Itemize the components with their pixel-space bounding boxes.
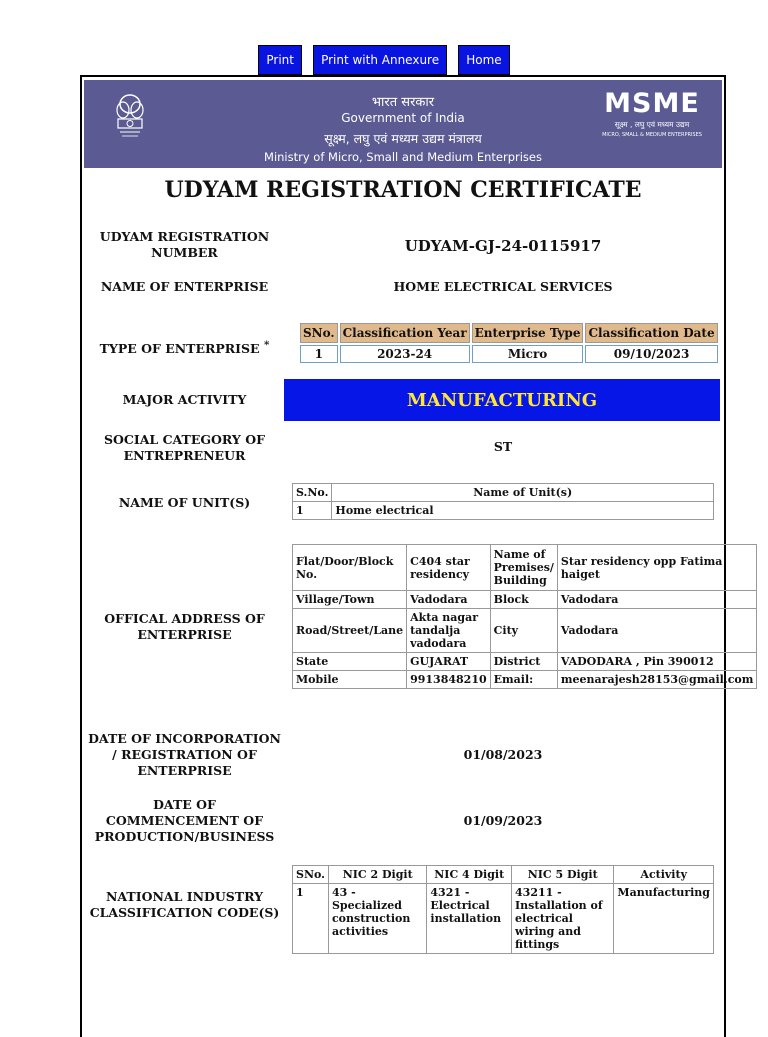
banner-hindi-ministry: सूक्ष्म, लघु एवं मध्यम उद्यम मंत्रालय	[324, 131, 482, 146]
block-value: Vadodara	[557, 591, 756, 609]
commencement-date-value: 01/09/2023	[463, 813, 543, 828]
table-cell: 1	[293, 884, 329, 954]
social-category-value: ST	[493, 439, 513, 454]
incorporation-date-label: DATE OF INCORPORATION / REGISTRATION OF ENTERPRISE	[88, 731, 281, 778]
reg-number-value: UDYAM-GJ-24-0115917	[404, 237, 602, 255]
major-activity-label: MAJOR ACTIVITY	[122, 392, 247, 407]
mobile-value: 9913848210	[407, 671, 491, 689]
state-label: State	[293, 653, 407, 671]
city-label: City	[490, 609, 557, 653]
table-row	[293, 545, 757, 591]
toolbar	[0, 45, 768, 75]
email-value: meenarajesh28153@gmail.com	[557, 671, 756, 689]
table-row	[293, 653, 757, 671]
email-label: Email:	[490, 671, 557, 689]
type-label-text: TYPE OF ENTERPRISE	[99, 341, 260, 357]
units-label: NAME OF UNIT(S)	[118, 495, 251, 510]
address-label: OFFICAL ADDRESS OF ENTERPRISE	[104, 611, 265, 642]
state-value: GUJARAT	[407, 653, 491, 671]
social-category-label: SOCIAL CATEGORY OF ENTREPRENEUR	[104, 432, 265, 463]
table-cell: 09/10/2023	[585, 345, 717, 363]
flat-label: Flat/Door/Block No.	[293, 545, 407, 591]
table-header: NIC 4 Digit	[427, 866, 512, 884]
village-value: Vadodara	[407, 591, 491, 609]
banner-ministry: Ministry of Micro, Small and Medium Enterprises	[264, 150, 542, 164]
table-row	[293, 884, 714, 954]
table-row	[293, 671, 757, 689]
village-label: Village/Town	[293, 591, 407, 609]
certificate-title: UDYAM REGISTRATION CERTIFICATE	[164, 177, 642, 203]
banner-gov-title: Government of India	[341, 111, 465, 125]
nic-code-label: NATIONAL INDUSTRY CLASSIFICATION CODE(S)	[89, 889, 280, 920]
address-table	[292, 544, 757, 689]
certificate	[80, 75, 754, 1037]
table-cell: 4321 - Electrical installation	[427, 884, 512, 954]
table-header: NIC 5 Digit	[512, 866, 614, 884]
table-cell: Micro	[472, 345, 584, 363]
road-value: Akta nagar tandalja vadodara	[407, 609, 491, 653]
msme-logo	[602, 90, 702, 138]
major-activity-value: MANUFACTURING	[284, 379, 720, 421]
incorporation-date-value: 01/08/2023	[463, 747, 543, 762]
enterprise-name-label: NAME OF ENTERPRISE	[100, 279, 269, 294]
type-label-asterisk: *	[263, 339, 270, 351]
block-label: Block	[490, 591, 557, 609]
table-cell: Manufacturing	[614, 884, 714, 954]
banner-hindi-title: भारत सरकार	[371, 95, 435, 110]
table-row	[293, 609, 757, 653]
table-cell: 1	[300, 345, 338, 363]
premises-label: Name of Premises/ Building	[490, 545, 557, 591]
table-header: Activity	[614, 866, 714, 884]
table-header: SNo.	[293, 866, 329, 884]
enterprise-name-value: HOME ELECTRICAL SERVICES	[393, 279, 613, 294]
premises-value: Star residency opp Fatima haiget	[557, 545, 756, 591]
msme-logo-mark: MSME	[604, 88, 700, 119]
table-header: SNo.	[300, 323, 338, 343]
flat-value: C404 star residency	[407, 545, 491, 591]
district-label: District	[490, 653, 557, 671]
table-cell: 43211 - Installation of electrical wiring and fittings	[512, 884, 614, 954]
city-value: Vadodara	[557, 609, 756, 653]
table-header: Name of Unit(s)	[332, 484, 714, 502]
commencement-date-label: DATE OF COMMENCEMENT OF PRODUCTION/BUSINESS	[94, 797, 275, 844]
table-row	[300, 345, 718, 363]
table-row	[293, 502, 714, 520]
table-header: Enterprise Type	[472, 323, 584, 343]
nic-table	[292, 865, 714, 954]
mobile-label: Mobile	[293, 671, 407, 689]
table-header: NIC 2 Digit	[328, 866, 426, 884]
road-label: Road/Street/Lane	[293, 609, 407, 653]
table-row	[293, 591, 757, 609]
print-button[interactable]: Print	[258, 45, 302, 75]
msme-logo-english: MICRO, SMALL & MEDIUM ENTERPRISES	[602, 132, 702, 138]
msme-logo-hindi: सूक्ष्म , लघु एवं मध्यम उद्यम	[614, 120, 690, 129]
classification-table	[298, 321, 720, 365]
table-header: S.No.	[293, 484, 332, 502]
table-cell: 1	[293, 502, 332, 520]
table-header: Classification Date	[585, 323, 717, 343]
reg-number-label: UDYAM REGISTRATION NUMBER	[99, 229, 270, 260]
table-cell: Home electrical	[332, 502, 714, 520]
type-of-enterprise-label	[87, 337, 282, 357]
home-button[interactable]: Home	[458, 45, 509, 75]
units-table	[292, 483, 714, 520]
print-with-annexure-button[interactable]: Print with Annexure	[313, 45, 447, 75]
table-cell: 43 - Specialized construction activities	[328, 884, 426, 954]
table-header: Classification Year	[340, 323, 470, 343]
ministry-banner	[84, 80, 722, 168]
table-cell: 2023-24	[340, 345, 470, 363]
district-value: VADODARA , Pin 390012	[557, 653, 756, 671]
